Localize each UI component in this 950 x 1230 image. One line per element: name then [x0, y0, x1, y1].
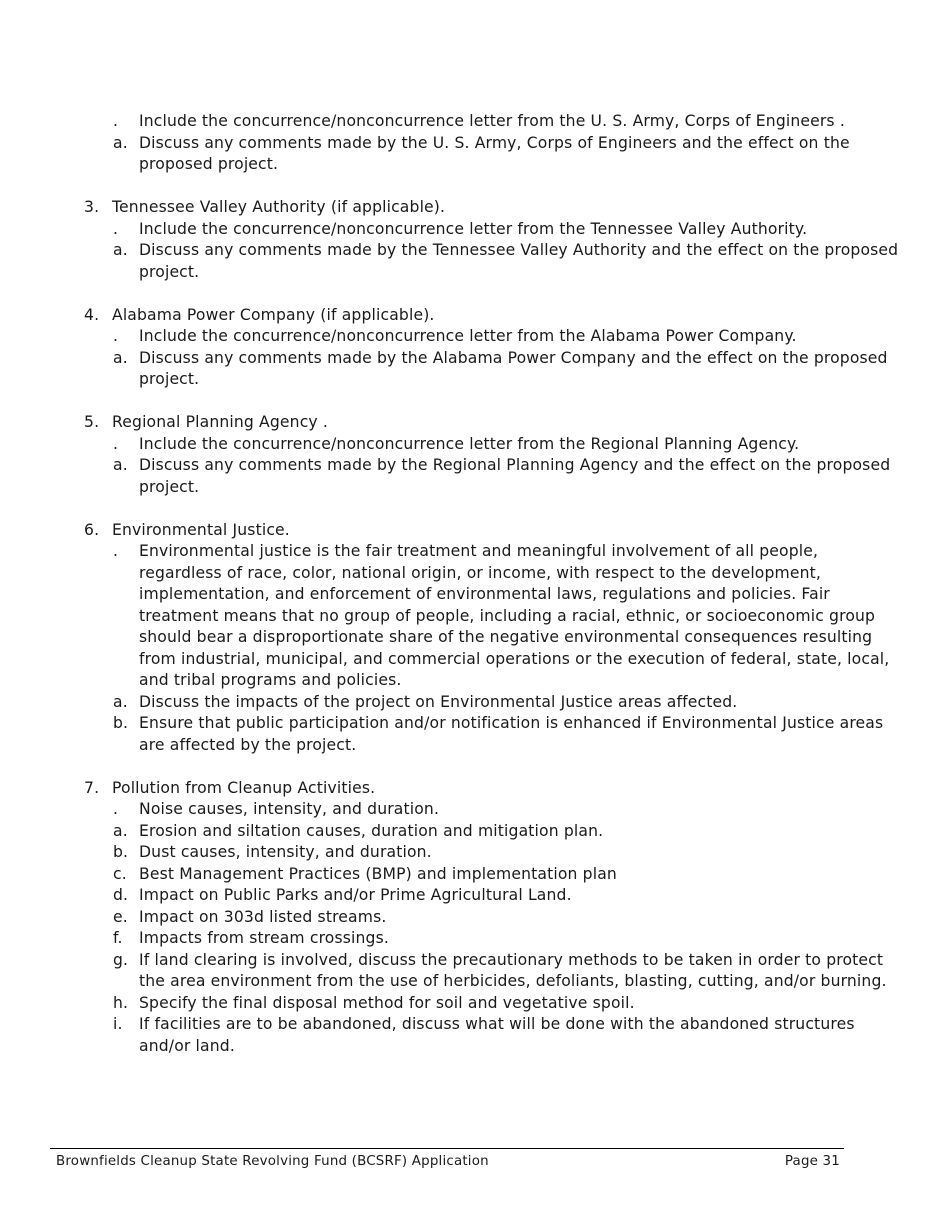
list-item — [84, 133, 904, 176]
item-text: Best Management Practices (BMP) and implementation plan — [139, 864, 617, 883]
item-text: Include the concurrence/nonconcurrence letter from the U. S. Army, Corps of Engineers . — [139, 112, 845, 130]
item-text: Include the concurrence/nonconcurrence letter from the Regional Planning Agency. — [139, 434, 800, 453]
section-5 — [84, 412, 904, 498]
footer-page-number: Page 31 — [784, 1154, 840, 1169]
item-text: Discuss any comments made by the Tennessee Valley Authority and the effect on the proposed project. — [139, 241, 899, 281]
section-title: Pollution from Cleanup Activities. — [112, 778, 376, 797]
item-marker: d. — [113, 886, 129, 904]
item-marker: c. — [113, 864, 127, 883]
item-text: Ensure that public participation and/or notification is enhanced if Environmental Justice areas are affected by the project. — [139, 714, 884, 754]
item-marker: e. — [113, 907, 128, 926]
section-6 — [84, 520, 904, 757]
item-marker: h. — [113, 993, 129, 1012]
section-heading — [84, 412, 904, 434]
item-text: Discuss any comments made by the Regional Planning Agency and the effect on the proposed project. — [139, 456, 891, 496]
item-text: Erosion and siltation causes, duration and mitigation plan. — [139, 821, 604, 840]
item-text: Noise causes, intensity, and duration. — [139, 800, 440, 818]
item-marker: . — [113, 112, 119, 130]
footer-divider — [50, 1148, 844, 1149]
item-marker: a. — [113, 456, 128, 474]
section-title: Regional Planning Agency . — [112, 413, 329, 431]
list-item — [84, 692, 904, 714]
list-item — [84, 326, 904, 348]
item-marker: f. — [113, 929, 123, 947]
item-marker: a. — [113, 821, 128, 840]
list-item — [84, 348, 904, 391]
list-item — [84, 864, 904, 886]
page-body — [84, 111, 904, 1079]
item-marker: . — [113, 327, 119, 345]
list-item — [84, 541, 904, 692]
item-text: Include the concurrence/nonconcurrence letter from the Tennessee Valley Authority. — [139, 219, 808, 238]
list-item — [84, 950, 904, 993]
item-text: Discuss any comments made by the U. S. Army, Corps of Engineers and the effect on the proposed project. — [139, 133, 850, 173]
section-3 — [84, 197, 904, 283]
list-item — [84, 455, 904, 498]
item-marker: . — [113, 219, 119, 238]
section-number: 4. — [84, 305, 100, 324]
item-text: If facilities are to be abandoned, discuss what will be done with the abandoned structures and/or land. — [139, 1015, 855, 1055]
section-title: Alabama Power Company (if applicable). — [112, 305, 435, 324]
item-text: Impact on 303d listed streams. — [139, 907, 387, 926]
item-marker: a. — [113, 348, 128, 367]
item-text: Dust causes, intensity, and duration. — [139, 843, 432, 861]
item-text: Impact on Public Parks and/or Prime Agricultural Land. — [139, 886, 572, 904]
item-marker: . — [113, 434, 119, 453]
item-marker: i. — [113, 1015, 123, 1033]
list-item — [84, 240, 904, 283]
item-marker: . — [113, 542, 119, 560]
section-4 — [84, 305, 904, 391]
section-heading — [84, 305, 904, 327]
list-item — [84, 821, 904, 843]
section-number: 7. — [84, 778, 100, 797]
list-item — [84, 928, 904, 950]
item-marker: g. — [113, 950, 129, 969]
item-marker: a. — [113, 241, 128, 259]
section-title: Tennessee Valley Authority (if applicable). — [112, 198, 446, 216]
item-text: If land clearing is involved, discuss the precautionary methods to be taken in order to protect the area environment from the use of herbicides, defoliants, blasting, cutting, and/or burning. — [139, 950, 887, 990]
list-item — [84, 219, 904, 241]
list-item — [84, 799, 904, 821]
list-item — [84, 434, 904, 456]
section-number: 3. — [84, 198, 100, 216]
section-heading — [84, 778, 904, 800]
item-text: Impacts from stream crossings. — [139, 929, 389, 947]
section-7 — [84, 778, 904, 1058]
section-heading — [84, 520, 904, 542]
list-item — [84, 713, 904, 756]
item-marker: . — [113, 800, 119, 818]
item-text: Discuss any comments made by the Alabama Power Company and the effect on the proposed project. — [139, 348, 888, 388]
section-heading — [84, 197, 904, 219]
section-number: 6. — [84, 520, 100, 539]
item-marker: a. — [113, 692, 128, 711]
item-text: Include the concurrence/nonconcurrence letter from the Alabama Power Company. — [139, 327, 797, 345]
item-marker: b. — [113, 843, 129, 861]
item-text: Environmental justice is the fair treatment and meaningful involvement of all people, regardless of race, color, national origin, or income, with respect to the development, implementation, and enforcement of environmental laws, regulations and policies. Fair treatment means that no group of people, including a racial, ethnic, or socioeconomic group should bear a disproportionate share of the negative environmental consequences resulting from industrial, municipal, and commercial operations or the execution of federal, state, local, and tribal programs and policies. — [139, 542, 890, 689]
list-item — [84, 907, 904, 929]
list-item — [84, 1014, 904, 1057]
list-item — [84, 885, 904, 907]
item-text: Discuss the impacts of the project on Environmental Justice areas affected. — [139, 692, 738, 711]
footer-document-title: Brownfields Cleanup State Revolving Fund (BCSRF) Application — [56, 1154, 489, 1169]
intro-list — [84, 111, 904, 176]
item-marker: b. — [113, 714, 129, 732]
list-item — [84, 111, 904, 133]
list-item — [84, 993, 904, 1015]
item-text: Specify the final disposal method for soil and vegetative spoil. — [139, 993, 635, 1012]
section-title: Environmental Justice. — [112, 520, 290, 539]
list-item — [84, 842, 904, 864]
page-footer — [56, 1154, 840, 1169]
item-marker: a. — [113, 133, 128, 152]
section-number: 5. — [84, 413, 100, 431]
